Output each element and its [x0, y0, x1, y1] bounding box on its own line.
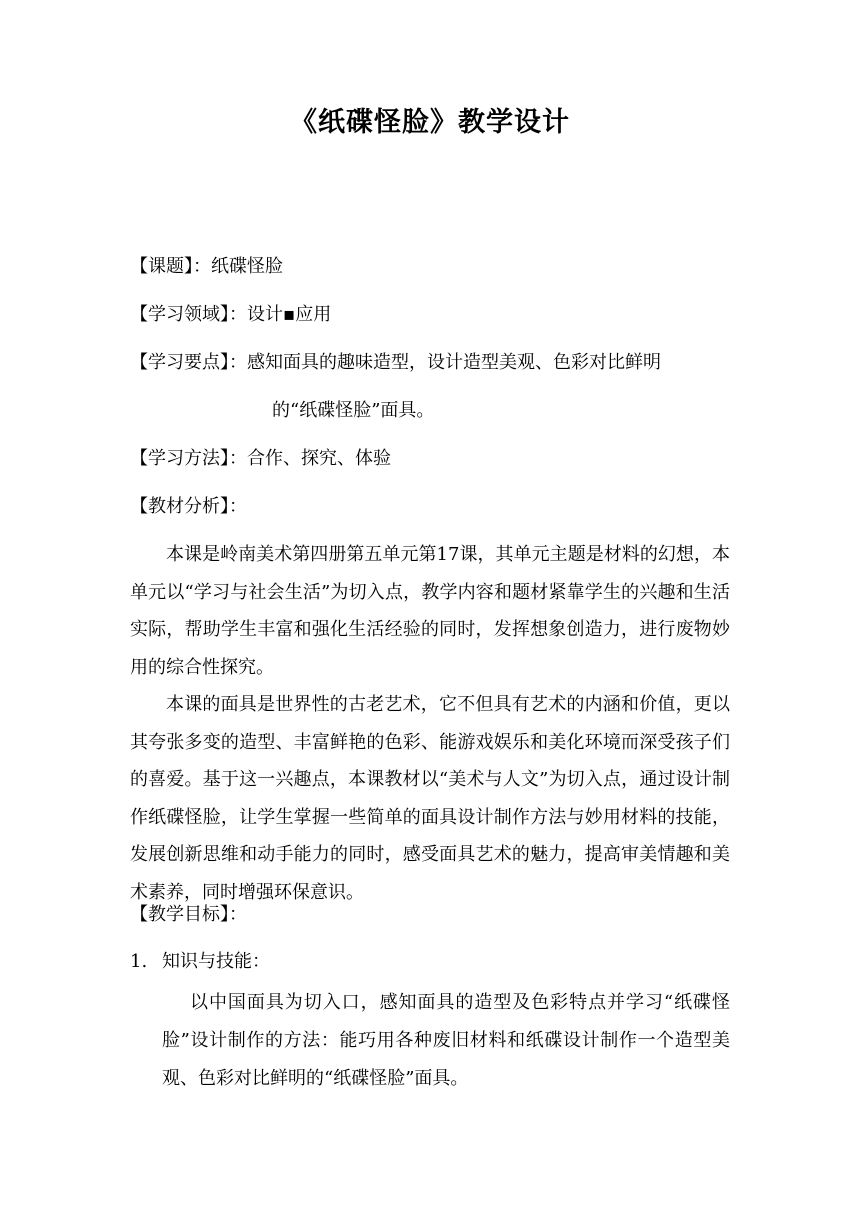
topic-field: 【课题】：纸碟怪脸 [130, 256, 283, 277]
learning-domain-field: 【学习领域】：设计▪应用 [130, 304, 332, 325]
learning-method-field: 【学习方法】：合作、探究、体验 [130, 448, 391, 469]
analysis-paragraph: 本课是岭南美术第四册第五单元第17课，其单元主题是材料的幻想，本单元以“学习与社会生活”为切入点，教学内容和题材紧靠学生的兴趣和生活实际，帮助学生丰富和强化生活经验的同时，发挥想象创造力，进行废物妙用的综合性探究。 [130, 544, 730, 678]
goal-number: 1. [130, 951, 148, 972]
material-analysis-heading: 【教材分析】： [130, 496, 247, 517]
analysis-paragraph: 本课的面具是世界性的古老艺术，它不但具有艺术的内涵和价值，更以其夸张多变的造型、丰富鲜艳的色彩、能游戏娱乐和美化环境而深受孩子们的喜爱。基于这一兴趣点，本课教材以“美术与人文”为切入点，通过设计制作纸碟怪脸，让学生掌握一些简单的面具设计制作方法与妙用材料的技能，发展创新思维和动手能力的同时，感受面具艺术的魅力，提高审美情趣和美术素养，同时增强环保意识。 [130, 694, 730, 903]
goal-label: 知识与技能： [162, 951, 270, 972]
goal-text: 以中国面具为切入口，感知面具的造型及色彩特点并学习“纸碟怪脸”设计制作的方法：能巧用各种废旧材料和纸碟设计制作一个造型美观、色彩对比鲜明的“纸碟怪脸”面具。 [162, 992, 730, 1089]
document-title: 《纸碟怪脸》教学设计 [290, 107, 570, 138]
key-points-field: 【学习要点】：感知面具的趣味造型，设计造型美观、色彩对比鲜明 [130, 352, 661, 373]
teaching-goals-heading: 【教学目标】： [130, 904, 247, 925]
key-points-continuation: 的“纸碟怪脸”面具。 [272, 400, 435, 421]
